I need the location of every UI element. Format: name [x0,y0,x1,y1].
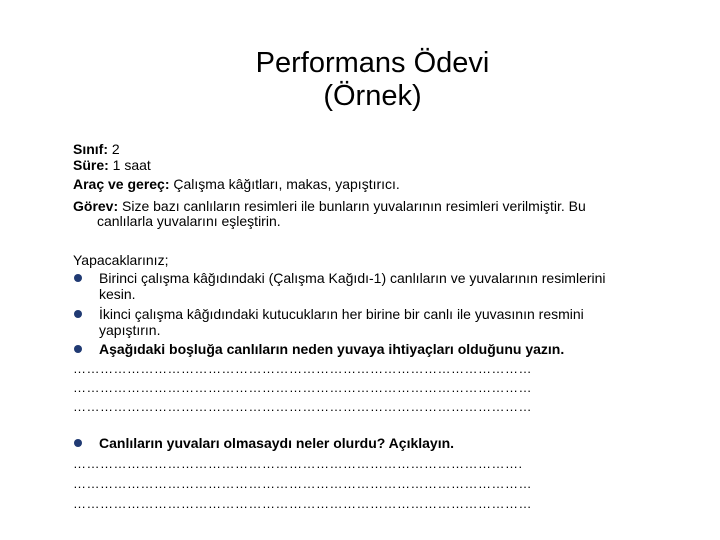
answer-line: ………………………………………………………………………………………… [73,380,532,395]
duration-value: 1 saat [108,157,151,173]
duration-row [73,157,673,173]
bullet-icon [74,274,82,282]
answer-line: ………………………………………………………………………………………… [73,496,532,511]
bullet-text: Aşağıdaki boşluğa canlıların neden yuvaya ihtiyaçları olduğunu yazın. [99,341,565,357]
title-line-1: Performans Ödevi [255,47,490,79]
task-label: Görev: [73,198,119,214]
bullet-text-line-2: yapıştırın. [99,322,161,338]
materials-value: Çalışma kâğıtları, makas, yapıştırıcı. [169,176,400,192]
bullet-icon [74,310,82,318]
bullet-icon [74,439,82,447]
title-line-2: (Örnek) [323,80,422,112]
bullet-text: Canlıların yuvaları olmasaydı neler olurdu? Açıklayın. [99,435,455,451]
bullet-text-line-2: kesin. [99,286,136,302]
class-value: 2 [108,141,120,157]
answer-line: ………………………………………………………………………………………… [73,361,532,376]
class-row [73,141,673,157]
tasks-heading: Yapacaklarınız; [73,252,169,268]
list-item [73,270,673,302]
duration-label: Süre: [73,157,109,173]
list-item [73,341,673,357]
bullet-text-line-1: Birinci çalışma kâğıdındaki (Çalışma Kağıdı-1) canlıların ve yuvalarının resimlerini [99,270,606,286]
class-label: Sınıf: [73,141,108,157]
task-row [73,198,673,214]
answer-line: ………………………………………………………………………………………… [73,399,532,414]
materials-row [73,176,673,192]
task-continuation: canlılarla yuvalarını eşleştirin. [97,213,281,229]
answer-line: ………………………………………………………………………………………… [73,476,532,491]
list-item [73,306,673,338]
page-title [160,47,585,113]
bullet-text-line-1: İkinci çalışma kâğıdındaki kutucukların her birine bir canlı ile yuvasının resmini [99,306,584,322]
task-value: Size bazı canlıların resimleri ile bunların yuvalarının resimleri verilmiştir. Bu [118,198,586,214]
materials-label: Araç ve gereç: [73,176,170,192]
list-item [73,435,673,451]
answer-line: ………………………………………………………………………………………. [73,456,523,471]
bullet-icon [74,345,82,353]
